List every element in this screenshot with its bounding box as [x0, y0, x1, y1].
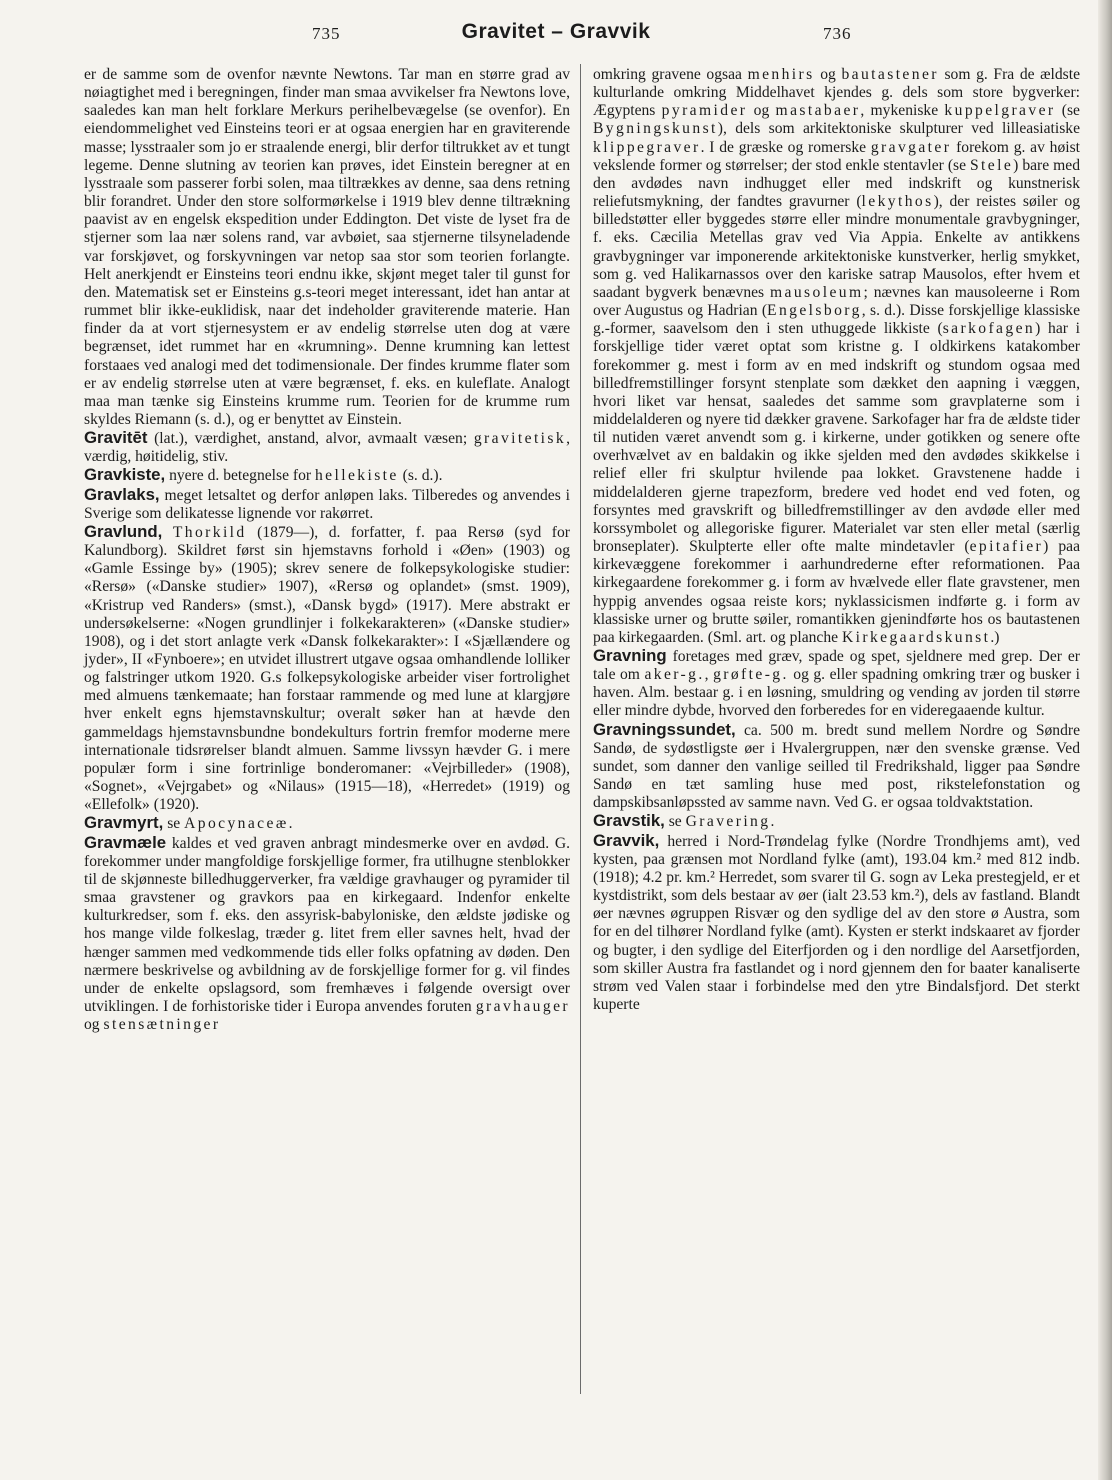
entry-text: se — [163, 815, 185, 833]
entry-text: (1879—), d. forfatter, f. paa Rersø (syd for Kalundborg). Skildret først sin hjemstavns forhold i «Øen» (1903) og «Gamle Essinge by» (1905); skrev senere de folkepsykologiske studier: «Rersø» («Danske studier» 1907), «Rersø og oplandet» (smst. 1909), «Kristrup ved Randers» (smst.), «Dansk bygd» (1917). Mere abstrakt er undersøkelserne: «Nogen grundlinjer i folkekarakteren» («Danske studier» 1908), og i det stort anlagte verk «Dansk folkekarakter»: I «Sjællændere og jyder», II «Fynboere»; en utvidet illustrert utgave ogsaa omhandlende lolliker og falstringer utkom 1920. G.s folkepsykologiske arbeider viser fortrolighet med almuens tænkemaate; han forstaar rammende og med lune at klargjøre hver enkelt egns hjemstavnskultur; overalt søker han at hævde den gammeldags hjemstavnsbundne bondekulturs fortrin fremfor moderne mere internationale tidsrørelser blandt almuen. Samme livssyn hævder G. i mere populær form i sine fortrinlige bonderomaner: «Vejrbilleder» (1908), «Sognet», «Vejrgabet» og «Nilaus» (1915—18), «Herredet» (1919) og «Ellefolk» (1920). — [84, 523, 570, 814]
entry-gravitation-continued: er de samme som de ovenfor nævnte Newtons. Tar man en større grad av nøiagtighet med i beregningen, finder man smaa avvikelser fra Newtons love, saaledes kan man helt forklare Merkurs perihelbevægelse (se ovenfor). En eiendommelighet ved Einsteins teori er at ogsaa energien har en graviterende masse; lysstraaler som jo er straalende energi, blir derfor tiltrukket av et tungt legeme. Denne slutning av teorien kan prøves, idet Einstein beregner at en lysstraale som passerer forbi solen, maa tiltrækkes av denne, saa dens retning blir forandret. Under den store solformørkelse i 1919 blev denne tiltrækning paavist av en engelsk ekspedition under Eddington. Det viste de lyset fra de stjerner som laa nær solens rand, var avbøiet, saa stjernerne tilsyneladende var forskjøvet, og forskyvningen var netop saa stor som teorien forlangte. Helt anerkjendt er Einsteins teori endnu ikke, skjønt meget taler til gunst for den. Matematisk set er Einsteins g.s-teori meget interessant, idet han antar at rummet blir ikke-euklidisk, naar det indeholder graviterende materie. Han finder da at vort stjernesystem er av endelig størrelse uten dog at være begrænset, idet rummet har en «krumning». Denne krumning kan lettest forstaaes ved analogi med det todimensionale. Der findes krumme flater som er av endelig størrelse uten at være begrænset, f. eks. en kuleflate. Analogt maa man tænke sig Einsteins krumme rum. Teorien for de krumme rum skyldes Riemann (s. d.), og er benyttet av Einstein. — [84, 66, 570, 428]
entry-gravstik — [593, 812, 1080, 831]
spaced-term: gravitetisk — [473, 430, 567, 448]
entry-text: , mykeniske — [860, 102, 945, 120]
headword-gravning: Gravning — [593, 646, 667, 665]
running-head: Gravitet – Gravvik — [461, 20, 651, 43]
column-divider — [580, 64, 581, 1394]
left-column — [84, 66, 570, 1034]
headword-gravmyrt: Gravmyrt, — [84, 813, 164, 833]
spaced-term: klippegraver — [593, 138, 701, 156]
entry-text: se — [664, 813, 686, 831]
entry-text: forekom g. av høist vekslende former og størrelser; der stod enkle stentavler (se — [593, 138, 1080, 174]
entry-text: og g. eller spadning omkring trær og busker i haven. Alm. bestaar g. i en løsning, smuldring og vending av jorden til større eller mindre dybde, hvorved den forberedes for en videregaaende kultur. — [593, 666, 1081, 720]
spaced-term: Kirkegaardskunst — [841, 628, 991, 646]
spaced-term: bautastener — [841, 66, 939, 83]
entry-text: , værdig, høitidelig, stiv. — [84, 430, 570, 466]
page-number-right: 736 — [823, 24, 852, 43]
entry-text: som g. Fra de ældste kulturlande omkring Middelhavet kjendes g. dels som store bygverker: Ægyptens — [593, 66, 1081, 120]
page-header — [0, 20, 1112, 54]
entry-text: kaldes et ved graven anbragt mindesmerke over en avdød. G. forekommer under mangfoldige forskjellige former, fra utilhugne stenblokker til de skjønneste billedhuggerverker, fra vældige gravhauger og pyramider til smaa gravstener og gravkors paa en kirkegaard. Indenfor enkelte kulturkredser, som f. eks. den assyrisk-babyloniske, den ældste jødiske og hos mange vilde folkeslag, træder g. litet frem eller savnes helt, hvad der hænger sammen med vedkommende tids eller folks opfatning av døden. Den nærmere beskrivelse og avbildning av de forskjellige former for g. vil findes under de enkelte opslagsord, som fremhæves i følgende oversigt over utviklingen. I de forhistoriske tider i Europa anvendes foruten — [84, 834, 570, 1015]
headword-gravningssundet: Gravningssundet, — [593, 719, 736, 739]
right-column — [593, 66, 1080, 1014]
entry-gravlaks — [84, 486, 570, 523]
entry-gravningssundet — [593, 721, 1080, 813]
entry-text: (s. d.). — [398, 467, 443, 485]
spaced-term: epitafier — [969, 538, 1044, 556]
spaced-term: lekythos — [861, 193, 934, 211]
headword-gravitet: Gravitēt — [84, 428, 148, 448]
spaced-term: menhirs — [747, 66, 815, 83]
entry-text: .) — [990, 628, 1000, 646]
entry-text: foretages med græv, spade og spet, sjeldnere med grep. Der er tale om — [593, 648, 1080, 684]
entry-gravitet — [84, 429, 570, 466]
entry-text: . — [288, 815, 293, 833]
entry-gravlund — [84, 523, 570, 815]
entry-text: ), der reistes søiler og billedstøtter eller byggedes større eller mindre monumentale gravbygninger, f. eks. Cæcilia Metellas grav ved Via Appia. Enkelte av antikkens gravbygninger var imponerende arkitektoniske kunstverker, herlig smykket, som g. ved Halikarnassos over den kariske satrap Mausolos, efter hvem et saadant bygverk benævnes — [593, 193, 1080, 301]
headword-gravkiste: Gravkiste, — [84, 465, 166, 485]
spaced-term: Gravering — [685, 813, 771, 831]
entry-text: og — [814, 66, 842, 83]
spaced-term: Apocynaceæ — [184, 815, 289, 833]
entry-text: og — [84, 1016, 104, 1034]
spaced-term: Stele — [969, 156, 1014, 174]
entry-gravning — [593, 647, 1080, 721]
entry-text: ) har i forskjellige tider været optat som kristne g. I oldkirkens katakomber forekommer g. mest i form av en med indskrift og stundom ogsaa med billedfremstillinger forsynt stenplate som dækket den aapning i væggen, hvori liket var hensat, saaledes det samme som gravplaterne som i middelalderen og nyere tid dækker gravene. Sarkofager har fra de ældste tider til nutiden været anvendt som g. i kirkerne, under gotikken og senere ofte overhvælvet av en baldakin og ikke sjelden med den avdødes skikkelse i relief eller fri skulptur hvilende paa lokket. Gravstenene hadde i middelalderen gjerne trapezform, bredere ved hodet end ved foten, og forsyntes med gravskrift og billedfremstillinger av den avdøde eller med korssymbolet og allegoriske figurer. Materialet var sten eller metal (særlig bronseplater). Skulpterte eller ofte malte mindetavler ( — [593, 320, 1080, 556]
entry-gravmaele — [84, 834, 570, 1035]
headword-gravlund: Gravlund, — [84, 521, 163, 541]
page-number-left: 735 — [312, 24, 341, 43]
entry-gravmaele-continued — [593, 66, 1080, 647]
entry-text: ) bare med den avdødes navn indhugget eller med indskrift og kunstnerisk reliefutsmykning, der fandtes gravurner ( — [593, 156, 1080, 211]
page-binding-edge — [1098, 0, 1112, 1480]
spaced-term: mastabaer — [775, 102, 861, 120]
headword-gravlaks: Gravlaks, — [84, 484, 160, 504]
entry-text: , s. d.). Disse forskjellige klassiske g.-former, saavelsom den i sten uthuggede likkiste ( — [593, 302, 1080, 338]
spaced-term: gravgater — [870, 138, 952, 156]
entry-text: ), dels som arkitektoniske skulpturer ved lilleasiatiske — [717, 120, 1080, 138]
spaced-term: hellekiste — [314, 467, 399, 485]
headword-gravmaele: Gravmæle — [84, 832, 167, 852]
spaced-term: stensætninger — [103, 1016, 221, 1034]
spaced-term: mausoleum — [770, 283, 864, 301]
entry-text: (lat.), værdighet, anstand, alvor, avmaalt væsen; — [147, 430, 474, 448]
entry-gravmyrt — [84, 814, 570, 833]
spaced-term: pyramider — [661, 102, 748, 120]
spaced-term: sarkofagen — [942, 320, 1036, 338]
entry-text: . I de græske og romerske — [700, 138, 871, 156]
spaced-term: kuppelgraver — [944, 102, 1056, 120]
spaced-term: Thorkild — [172, 523, 247, 541]
entry-text: . — [770, 813, 775, 831]
entry-text: nyere d. betegnelse for — [165, 467, 315, 485]
entry-text: og — [747, 102, 776, 120]
entry-text: omkring gravene ogsaa — [593, 66, 748, 83]
entry-gravkiste — [84, 466, 570, 485]
spaced-term: aker-g. — [644, 666, 705, 684]
entry-text: herred i Nord-Trøndelag fylke (Nordre Trondhjems amt), ved kysten, paa grænsen mot Nordland fylke (amt), 193.04 km.² med 812 indb. (1918); 4.2 pr. km.² Herredet, som svarer til G. sogn av Leka prestegjeld, er et kystdistrikt, som dels bestaar av øer (ialt 23.53 km.²), dels av fastland. Blandt øer nævnes øgruppen Risvær og den sydlige del av den store ø Austra, som for en del tilhører Nordland fylke (amt). Kysten er sterkt indskaaret av fjorder og bugter, i den sydlige del Eiterfjorden og i den nordlige del Aarsetfjorden, som skiller Austra fra fastlandet og i nord gjennem den for baater kanaliserte strøm ved Valen staar i forbindelse med den ytre Bindalsfjord. Det sterkt kuperte — [593, 832, 1080, 1013]
entry-text: ca. 500 m. bredt sund mellem Nordre og Søndre Sandø, de sydøstligste øer i Hvalergruppen, nær den svenske grænse. Ved sundet, som danner den vanlige seilled til Fredrikshald, ligger paa Søndre Sandø en tæt samling huse med post, rikstelefonstation og dampskibsanløpssted av samme navn. Ved G. er ogsaa toldvaktstation. — [593, 721, 1080, 812]
entry-text: , — [704, 666, 714, 684]
entry-text: (se — [1055, 102, 1080, 120]
spaced-term: Engelsborg — [767, 302, 862, 320]
spaced-term: Bygningskunst — [593, 120, 718, 138]
headword-gravvik: Gravvik, — [593, 830, 660, 850]
entry-text: ; nævnes kan mausoleerne i Rom over Augustus og Hadrian ( — [593, 283, 1080, 320]
entry-text: ) paa kirkevæggene forekommer i aarhundrederne efter reformationen. Paa kirkegaardene forekommer g. i form av hvælvede eller flate gravstener, men hyppig anvendes ogsaa reiste kors; nyklassicismen indførte g. i form av klassiske urner og brutte søiler, romantikken gjenindførte hos os bautastenen paa kirkegaarden. (Sml. art. og planche — [593, 538, 1080, 646]
entry-text: meget letsaltet og derfor anløpen laks. Tilberedes og anvendes i Sverige som delikatesse lignende vor rakørret. — [84, 486, 570, 522]
spaced-term: grøfte-g. — [713, 666, 789, 684]
headword-gravstik: Gravstik, — [593, 811, 665, 831]
spaced-term: gravhauger — [475, 997, 570, 1015]
entry-gravvik — [593, 832, 1080, 1015]
